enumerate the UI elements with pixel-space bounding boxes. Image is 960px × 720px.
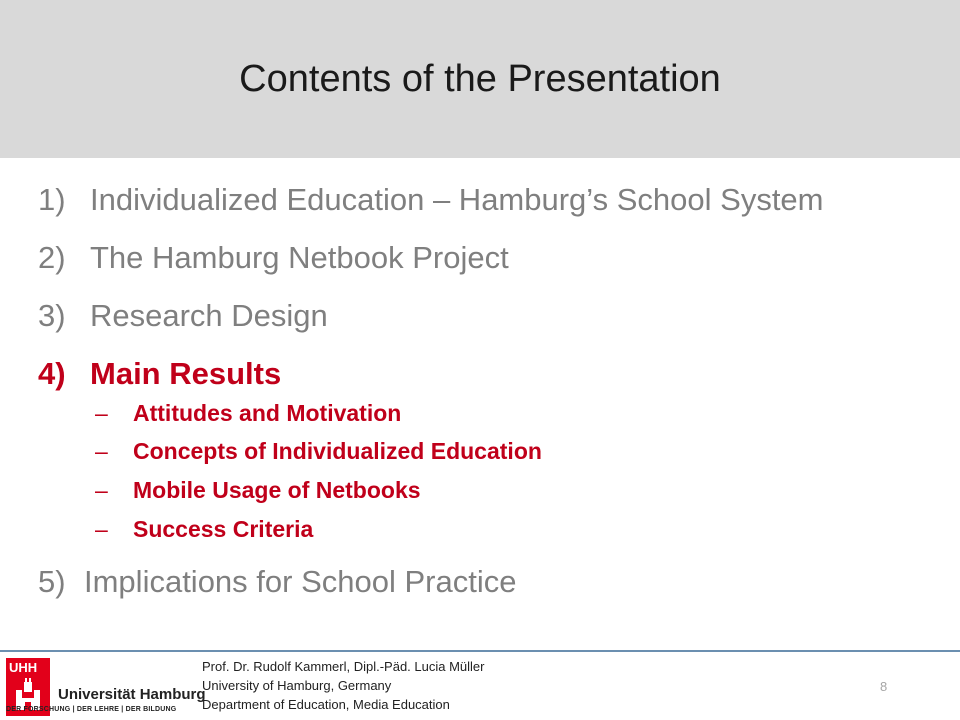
sub-item-label: Concepts of Individualized Education [133, 438, 542, 464]
agenda-number: 5) [38, 564, 66, 599]
logo-name: Universität Hamburg [58, 686, 206, 703]
footer-credits [202, 657, 484, 714]
agenda-item-2 [38, 240, 509, 276]
agenda-label: Individualized Education – Hamburg’s School System [90, 182, 824, 217]
agenda-label: Research Design [90, 298, 328, 333]
page-number: 8 [880, 679, 888, 694]
logo-tagline: DER FORSCHUNG | DER LEHRE | DER BILDUNG [6, 706, 177, 713]
dash-bullet: – [95, 477, 108, 503]
agenda-item-1 [38, 182, 824, 218]
sub-item-1 [95, 400, 401, 427]
agenda-item-4-current [38, 356, 281, 392]
slide-title: Contents of the Presentation [239, 58, 721, 100]
agenda-number: 2) [38, 240, 66, 275]
university-logo [6, 656, 206, 716]
dash-bullet: – [95, 438, 108, 464]
agenda-number: 1) [38, 182, 66, 217]
sub-item-2 [95, 438, 542, 465]
agenda-label: Implications for School Practice [84, 564, 517, 599]
agenda-item-5 [38, 564, 516, 600]
sub-item-label: Success Criteria [133, 516, 314, 542]
dash-bullet: – [95, 516, 108, 542]
footer [0, 652, 960, 720]
footer-authors: Prof. Dr. Rudolf Kammerl, Dipl.-Päd. Lucia Müller [202, 659, 485, 674]
footer-department: Department of Education, Media Education [202, 697, 450, 712]
footer-university: University of Hamburg, Germany [202, 678, 392, 693]
sub-item-label: Attitudes and Motivation [133, 400, 402, 426]
agenda-label: The Hamburg Netbook Project [90, 240, 509, 275]
sub-item-label: Mobile Usage of Netbooks [133, 477, 421, 503]
dash-bullet: – [95, 400, 108, 426]
agenda-number: 4) [38, 356, 66, 391]
agenda-number: 3) [38, 298, 66, 333]
agenda-item-3 [38, 298, 328, 334]
logo-mark-text: UHH [9, 660, 38, 675]
sub-item-4 [95, 516, 313, 543]
agenda-label: Main Results [90, 356, 282, 391]
sub-item-3 [95, 477, 421, 504]
